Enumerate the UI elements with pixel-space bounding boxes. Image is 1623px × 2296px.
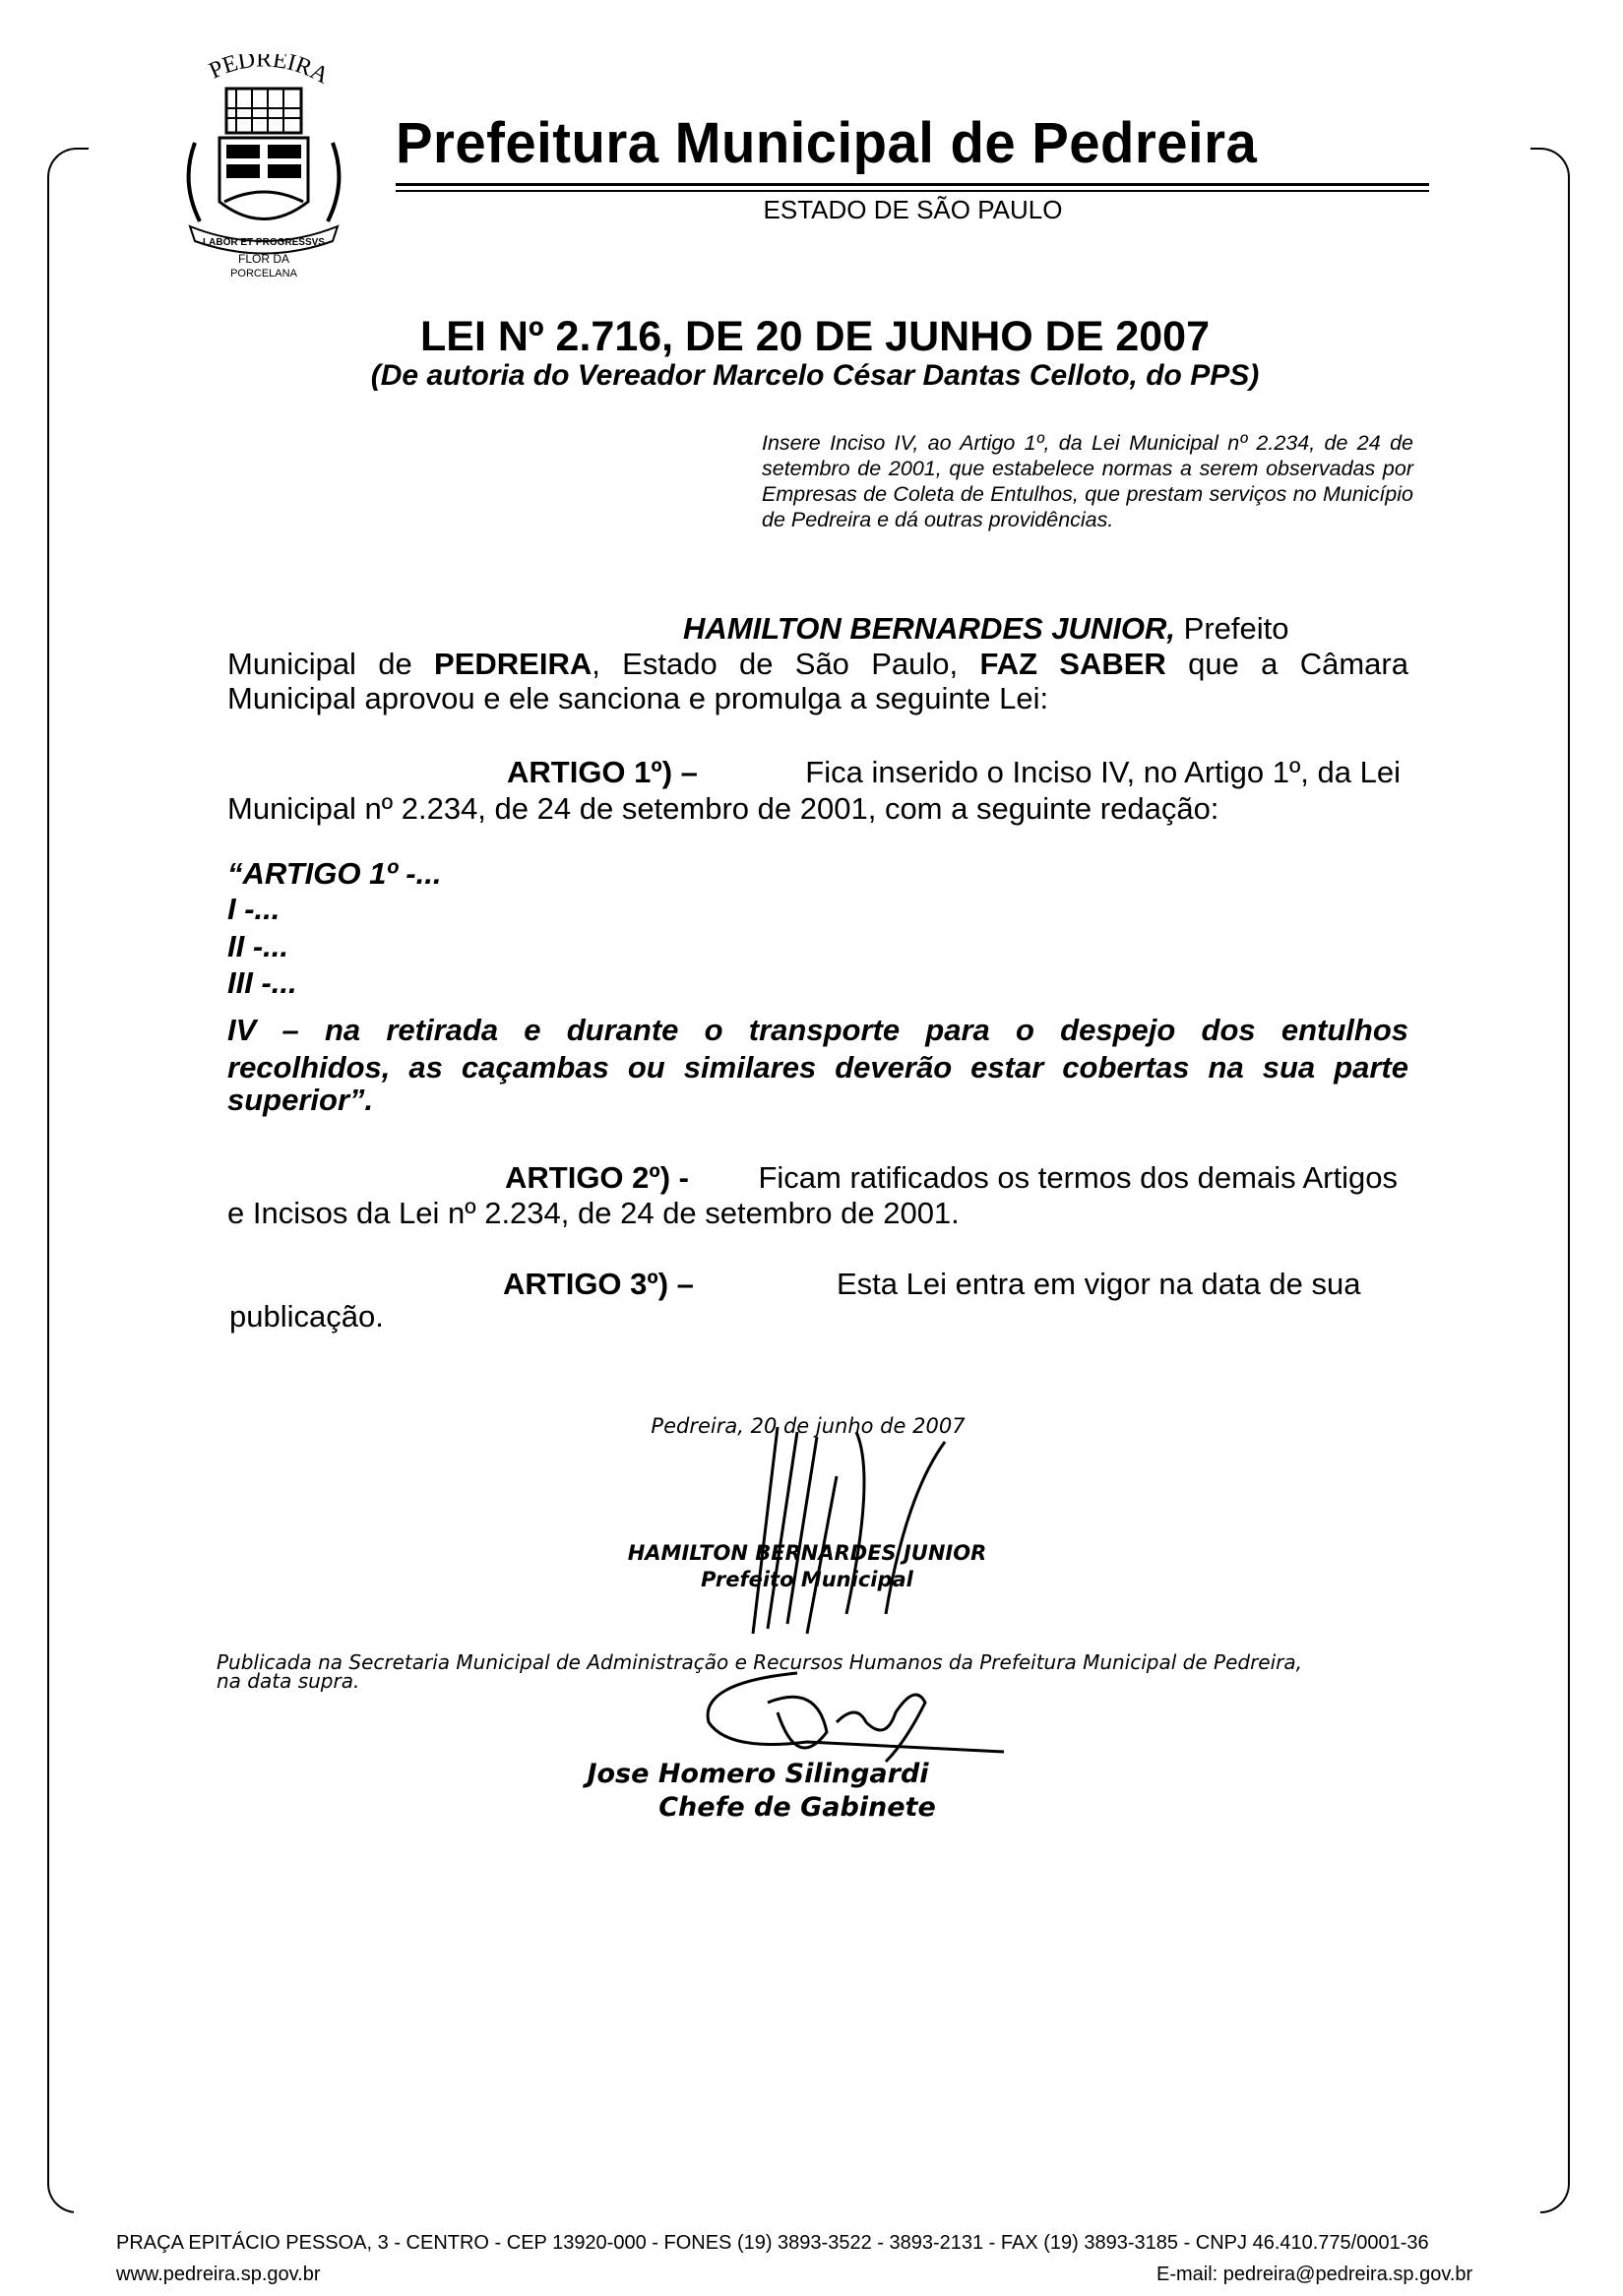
- faz-saber: FAZ SABER: [979, 647, 1166, 681]
- page-frame-left: [47, 148, 89, 2213]
- handwritten-signature-chief: [689, 1663, 1014, 1771]
- article-1-text-2: Municipal nº 2.234, de 24 de setembro de 2001, com a seguinte redação:: [227, 791, 1219, 826]
- footer-email[interactable]: E-mail: pedreira@pedreira.sp.gov.br: [1156, 2264, 1473, 2285]
- preamble-line-2: [227, 647, 1408, 682]
- city-name: PEDREIRA: [434, 647, 593, 681]
- page-frame-right: [1530, 148, 1570, 2213]
- svg-text:FLOR DA: FLOR DA: [237, 252, 290, 266]
- article-1-text: Fica inserido o Inciso IV, no Artigo 1º, da Lei: [805, 755, 1401, 789]
- article-2-label: ARTIGO 2º) -: [505, 1160, 689, 1195]
- quote-line: I -...: [227, 892, 281, 926]
- mayor-name: HAMILTON BERNARDES JUNIOR,: [683, 611, 1176, 646]
- mayor-signature-role: Prefeito Municipal: [701, 1568, 913, 1591]
- state-subtitle: ESTADO DE SÃO PAULO: [763, 195, 1063, 224]
- preamble-text: Municipal de: [227, 647, 412, 681]
- article-2-text-2: e Incisos da Lei nº 2.234, de 24 de setembro de 2001.: [227, 1196, 960, 1230]
- preamble-line-1: [683, 611, 1289, 647]
- inciso-iv-line-2: recolhidos, as caçambas ou similares deverão estar cobertas na sua parte: [227, 1050, 1408, 1085]
- inciso-iv-line-1: IV – na retirada e durante o transporte para o despejo dos entulhos: [227, 1013, 1408, 1047]
- svg-text:PEDREIRA: PEDREIRA: [205, 54, 334, 90]
- footer-address: PRAÇA EPITÁCIO PESSOA, 3 - CENTRO - CEP 13920-000 - FONES (19) 3893-3522 - 3893-2131 - FAX (19) 3893-3185 - CNPJ 46.410.775/0001-36: [116, 2232, 1429, 2254]
- law-summary: Insere Inciso IV, ao Artigo 1º, da Lei Municipal nº 2.234, de 24 de setembro de 2001, que estabelece normas a serem observadas por Empresas de Coleta de Entulhos, que prestam serviços no Município de Pedreira e dá outras providências.: [762, 431, 1413, 531]
- law-authorship: (De autoria do Vereador Marcelo César Dantas Celloto, do PPS): [370, 359, 1260, 392]
- page-title: Prefeitura Municipal de Pedreira: [396, 111, 1258, 175]
- svg-text:PORCELANA: PORCELANA: [230, 268, 297, 279]
- publication-note-2: na data supra.: [217, 1669, 360, 1693]
- title-rule: [396, 183, 1429, 186]
- article-3-text-2: publicação.: [229, 1299, 384, 1334]
- chief-name: Jose Homero Silingardi: [587, 1759, 929, 1789]
- chief-role: Chefe de Gabinete: [658, 1792, 936, 1823]
- handwritten-signature-mayor: [709, 1417, 994, 1644]
- publication-note: Publicada na Secretaria Municipal de Administração e Recursos Humanos da Prefeitura Municipal de Pedreira,: [217, 1650, 1302, 1674]
- quote-line: III -...: [227, 965, 297, 1000]
- preamble-text: , Estado de São Paulo,: [592, 647, 959, 681]
- title-rule-thin: [396, 190, 1429, 192]
- article-2-text: Ficam ratificados os termos dos demais Artigos: [758, 1160, 1398, 1195]
- law-heading: LEI Nº 2.716, DE 20 DE JUNHO DE 2007: [420, 313, 1210, 360]
- place-date: Pedreira, 20 de junho de 2007: [651, 1414, 966, 1438]
- quote-line: II -...: [227, 929, 288, 963]
- preamble-text: que a Câmara: [1188, 647, 1408, 681]
- article-3-label: ARTIGO 3º) –: [503, 1267, 694, 1301]
- article-1-label: ARTIGO 1º) –: [507, 755, 698, 789]
- inciso-iv-line-3: superior”.: [227, 1083, 374, 1117]
- preamble-text: Prefeito: [1183, 611, 1289, 646]
- footer-website[interactable]: www.pedreira.sp.gov.br: [116, 2264, 321, 2285]
- mayor-signature-name: HAMILTON BERNARDES JUNIOR: [627, 1541, 987, 1565]
- preamble-line-3: Municipal aprovou e ele sanciona e promulga a seguinte Lei:: [227, 681, 1049, 715]
- frame-gap-bottom: [74, 2203, 1540, 2217]
- coat-of-arms-logo: [175, 54, 352, 280]
- svg-text:LABOR ET PROGRESSVS: LABOR ET PROGRESSVS: [203, 237, 325, 248]
- article-3-text: Esta Lei entra em vigor na data de sua: [837, 1267, 1361, 1301]
- quote-line: “ARTIGO 1º -...: [227, 856, 442, 891]
